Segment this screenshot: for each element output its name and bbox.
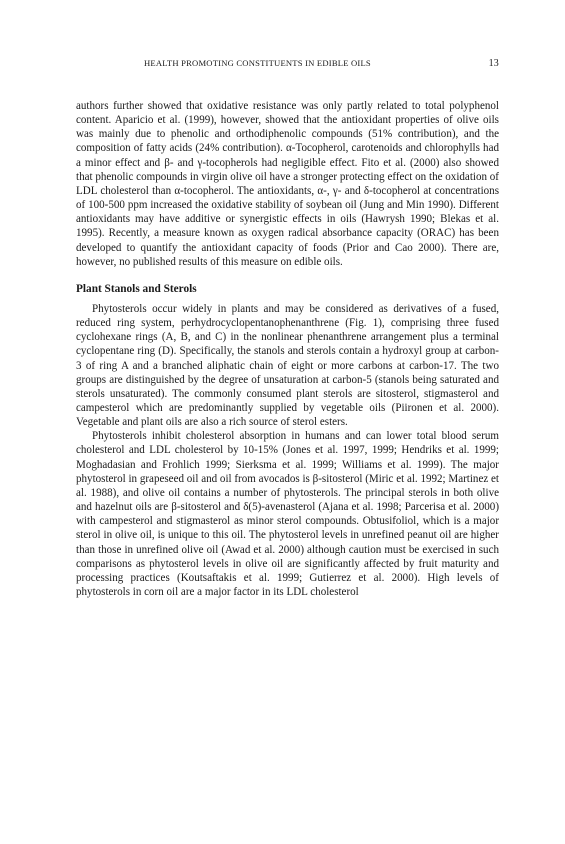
paragraph-antioxidant-continuation: authors further showed that oxidative resistance was only partly related to total polyphenol content. Aparicio et al. (1999), however, showed that the antioxidant properties of olive oils was mainly due to phenolic and orthodiphenolic compounds (51% contribution), and the composition of fatty acids (24% contribution). α-Tocopherol, carotenoids and chlorophylls had a minor effect and β- and γ-tocopherols had negligible effect. Fito et al. (2000) also showed that phenolic compounds in virgin olive oil have a stronger protecting effect on the oxidation of LDL cholesterol than α-tocopherol. The antioxidants, α-, γ- and δ-tocopherol at concentrations of 100-500 ppm increased the oxidative stability of soybean oil (Jung and Min 1990). Different antioxidants may have additive or synergistic effects in oils (Hawrysh 1990; Blekas et al. 1995). Recently, a measure known as oxygen radical absorbance capacity (ORAC) has been developed to quantify the antioxidant capacity of foods (Prior and Cao 2000). There are, however, no published results of this measure on edible oils. xyxy=(76,100,499,268)
body-text xyxy=(76,99,499,599)
running-title: HEALTH PROMOTING CONSTITUENTS IN EDIBLE OILS xyxy=(144,58,371,68)
paragraph-phytosterol-structure: Phytosterols occur widely in plants and may be considered as derivatives of a fused, reduced ring system, perhydrocyclopentanophenanthrene (Fig. 1), comprising three fused cyclohexane rings (A, B, and C) in the nonlinear phenanthrene arrangement plus a terminal cyclopentane ring (D). Specifically, the stanols and sterols contain a hydroxyl group at carbon-3 of ring A and a branched aliphatic chain of eight or more carbons at carbon-17. The two groups are distinguished by the degree of unsaturation at carbon-5 (stanols being saturated and sterols unsaturated). The commonly consumed plant sterols are sitosterol, stigmasterol and campesterol which are predominantly supplied by vegetable oils (Piironen et al. 2000). Vegetable and plant oils are also a rich source of sterol esters. xyxy=(76,302,499,429)
page-number: 13 xyxy=(488,58,499,69)
paragraph-phytosterol-health: Phytosterols inhibit cholesterol absorption in humans and can lower total blood serum cholesterol and LDL cholesterol by 10-15% (Jones et al. 1997, 1999; Hendriks et al. 1999; Moghadasian and Frohlich 1999; Sierksma et al. 1999; Williams et al. 1999). The major phytosterol in grapeseed oil and oil from avocados is β-sitosterol (Miric et al. 1992; Martinez et al. 1988), and olive oil contains a number of phytosterols. The principal sterols in both olive and hazelnut oils are β-sitosterol and δ(5)-avenasterol (Ajana et al. 1998; Parcerisa et al. 2000) with campesterol and stigmasterol as minor sterol compounds. Obtusifoliol, which is a major sterol in olive oil, is unique to this oil. The phytosterol levels in unrefined peanut oil are higher than those in unrefined olive oil (Awad et al. 2000) although caution must be exercised in such comparisons as phytosterol levels in olive oil are significantly affected by fruit maturity and processing practices (Koutsaftakis et al. 1999; Gutierrez et al. 2000). High levels of phytosterols in corn oil are a major factor in its LDL cholesterol xyxy=(76,430,499,598)
running-header xyxy=(76,58,499,72)
section-heading: Plant Stanols and Sterols xyxy=(76,282,197,295)
